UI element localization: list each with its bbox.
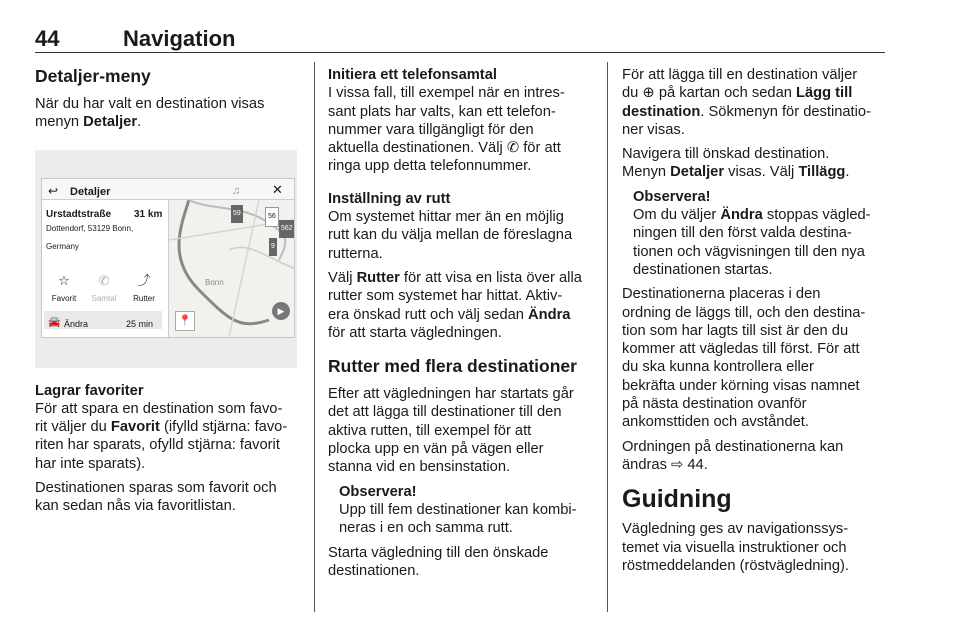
paragraph-telefonsamtal: I vissa fall, till exempel när en intres- sant plats har valts, kan ett telefon- nummer vara tillgängligt för den aktuella destinationen. Välj ✆ för att ringa upp detta telefonnummer. <box>328 85 565 175</box>
paragraph-rutt: Om systemet hittar mer än en möjlig rutt kan du välja mellan de föreslagna rutterna. <box>328 209 573 262</box>
rutter-button[interactable]: ⤴ Rutter <box>124 272 164 309</box>
map-city-label: Bonn <box>205 277 224 287</box>
paragraph-favoritlistan: Destinationen sparas som favorit och kan sedan nås via favoritlistan. <box>35 480 277 515</box>
column-divider-1 <box>314 62 315 612</box>
paragraph-ordning: Destinationerna placeras i den ordning de läggs till, och den destina- tion som har lagts till sist är den du kommer att vägledas till först. För att du ska kunna kontrollera eller bekräfta under körning visas namnet på nästa destination ovanför ankomsttiden och avståndet. <box>622 286 866 431</box>
destination-street: Urstadtstraße <box>46 208 112 220</box>
route-icon: ⤴ <box>137 272 151 288</box>
column-1 <box>35 66 303 522</box>
destination-address: Dottendorf, 53129 Bonn, Germany <box>46 223 134 251</box>
paragraph-detaljer: När du har valt en destination visas menyn Detaljer. <box>35 96 265 131</box>
paragraph-lagg-till: För att lägga till en destination väljer du ⊕ på kartan och sedan Lägg till destination. Sökmenyn för destinatio- ner visas. <box>622 67 871 138</box>
note-box: Observera! Upp till fem destinationer kan kombi- neras i en och samma rutt. <box>328 483 598 538</box>
header-rule <box>35 52 885 53</box>
screen-title: Detaljer <box>70 185 111 198</box>
samtal-button[interactable]: ✆ Samtal <box>84 272 124 309</box>
heading-installning-av-rutt: Inställning av rutt <box>328 190 451 207</box>
phone-icon: ✆ <box>506 140 524 157</box>
page-title: Navigation <box>123 26 236 51</box>
paragraph-navigera: Navigera till önskad destination. Menyn Detaljer visas. Välj Tillägg. <box>622 146 850 181</box>
road-label-562: 562 <box>279 220 294 238</box>
phone-icon: ✆ <box>98 272 110 288</box>
destination-panel <box>42 200 169 337</box>
heading-lagrar-favoriter: Lagrar favoriter <box>35 382 144 399</box>
road-label-59: 59 <box>231 205 243 223</box>
column-2 <box>328 66 598 586</box>
back-arrow-icon[interactable]: ↩ <box>48 183 59 198</box>
destination-distance: 31 km <box>134 208 163 220</box>
paragraph-flera-destinationer: Efter att vägledningen har startats går det att lägga till destinationer till den aktiva rutten, till exempel för att plocka upp en vän på vägen eller stanna vid en bensinstation. <box>328 386 574 476</box>
car-icon: 🚘 <box>48 316 61 328</box>
screen-title-bar <box>42 179 294 200</box>
note-title: Observera! <box>633 188 711 205</box>
note-title: Observera! <box>339 483 417 500</box>
page-number: 44 <box>35 26 60 51</box>
heading-guidning: Guidning <box>622 485 732 514</box>
road-label-56: 56 <box>265 207 279 227</box>
close-icon[interactable]: ✕ <box>272 181 283 197</box>
infotainment-screen <box>41 178 295 338</box>
music-note-icon: ♫ <box>232 184 241 197</box>
route-duration: 25 min <box>126 318 154 329</box>
arrow-reference-icon: ⇨ <box>671 456 688 473</box>
road-label-9: 9 <box>269 238 277 256</box>
heading-telefonsamtal: Initiera ett telefonsamtal <box>328 67 497 83</box>
heading-flera-destinationer: Rutter med flera destinationer <box>328 356 577 377</box>
andra-label: Ändra <box>64 318 89 329</box>
crosshair-icon: ⊕ <box>642 85 659 102</box>
andra-button[interactable] <box>44 311 162 329</box>
star-icon: ☆ <box>58 272 70 288</box>
detaljer-screenshot <box>35 150 297 368</box>
paragraph-starta: Starta vägledning till den önskade destinationen. <box>328 544 549 579</box>
column-3 <box>622 66 890 581</box>
note-box: Observera! Om du väljer Ändra stoppas vägled- ningen till den först valda destina- tionen och vägvisningen till den nya destinationen startas. <box>622 188 890 279</box>
paragraph-favoriter: För att spara en destination som favo- rit väljer du Favorit (ifylld stjärna: favo- riten har sparats, ofylld stjärna: favorit har inte sparats). <box>35 400 288 472</box>
paragraph-guidning: Vägledning ges av navigationssys- temet via visuella instruktioner och röstmeddelanden (röstvägledning). <box>622 521 849 574</box>
column-divider-2 <box>607 62 608 612</box>
heading-detaljer-meny: Detaljer-meny <box>35 66 151 86</box>
paragraph-andras: Ordningen på destinationerna kan ändras ⇨ 44. <box>622 438 844 473</box>
location-pin-icon[interactable]: 📍 <box>175 311 195 331</box>
paragraph-rutter: Välj Rutter för att visa en lista över alla rutter som systemet har hittat. Aktiv- era önskad rutt och välj sedan Ändra för att starta vägledningen. <box>328 269 582 341</box>
page-header <box>35 26 885 52</box>
favorit-button[interactable]: ☆ Favorit <box>44 272 84 309</box>
play-icon[interactable]: ▶ <box>272 302 290 320</box>
